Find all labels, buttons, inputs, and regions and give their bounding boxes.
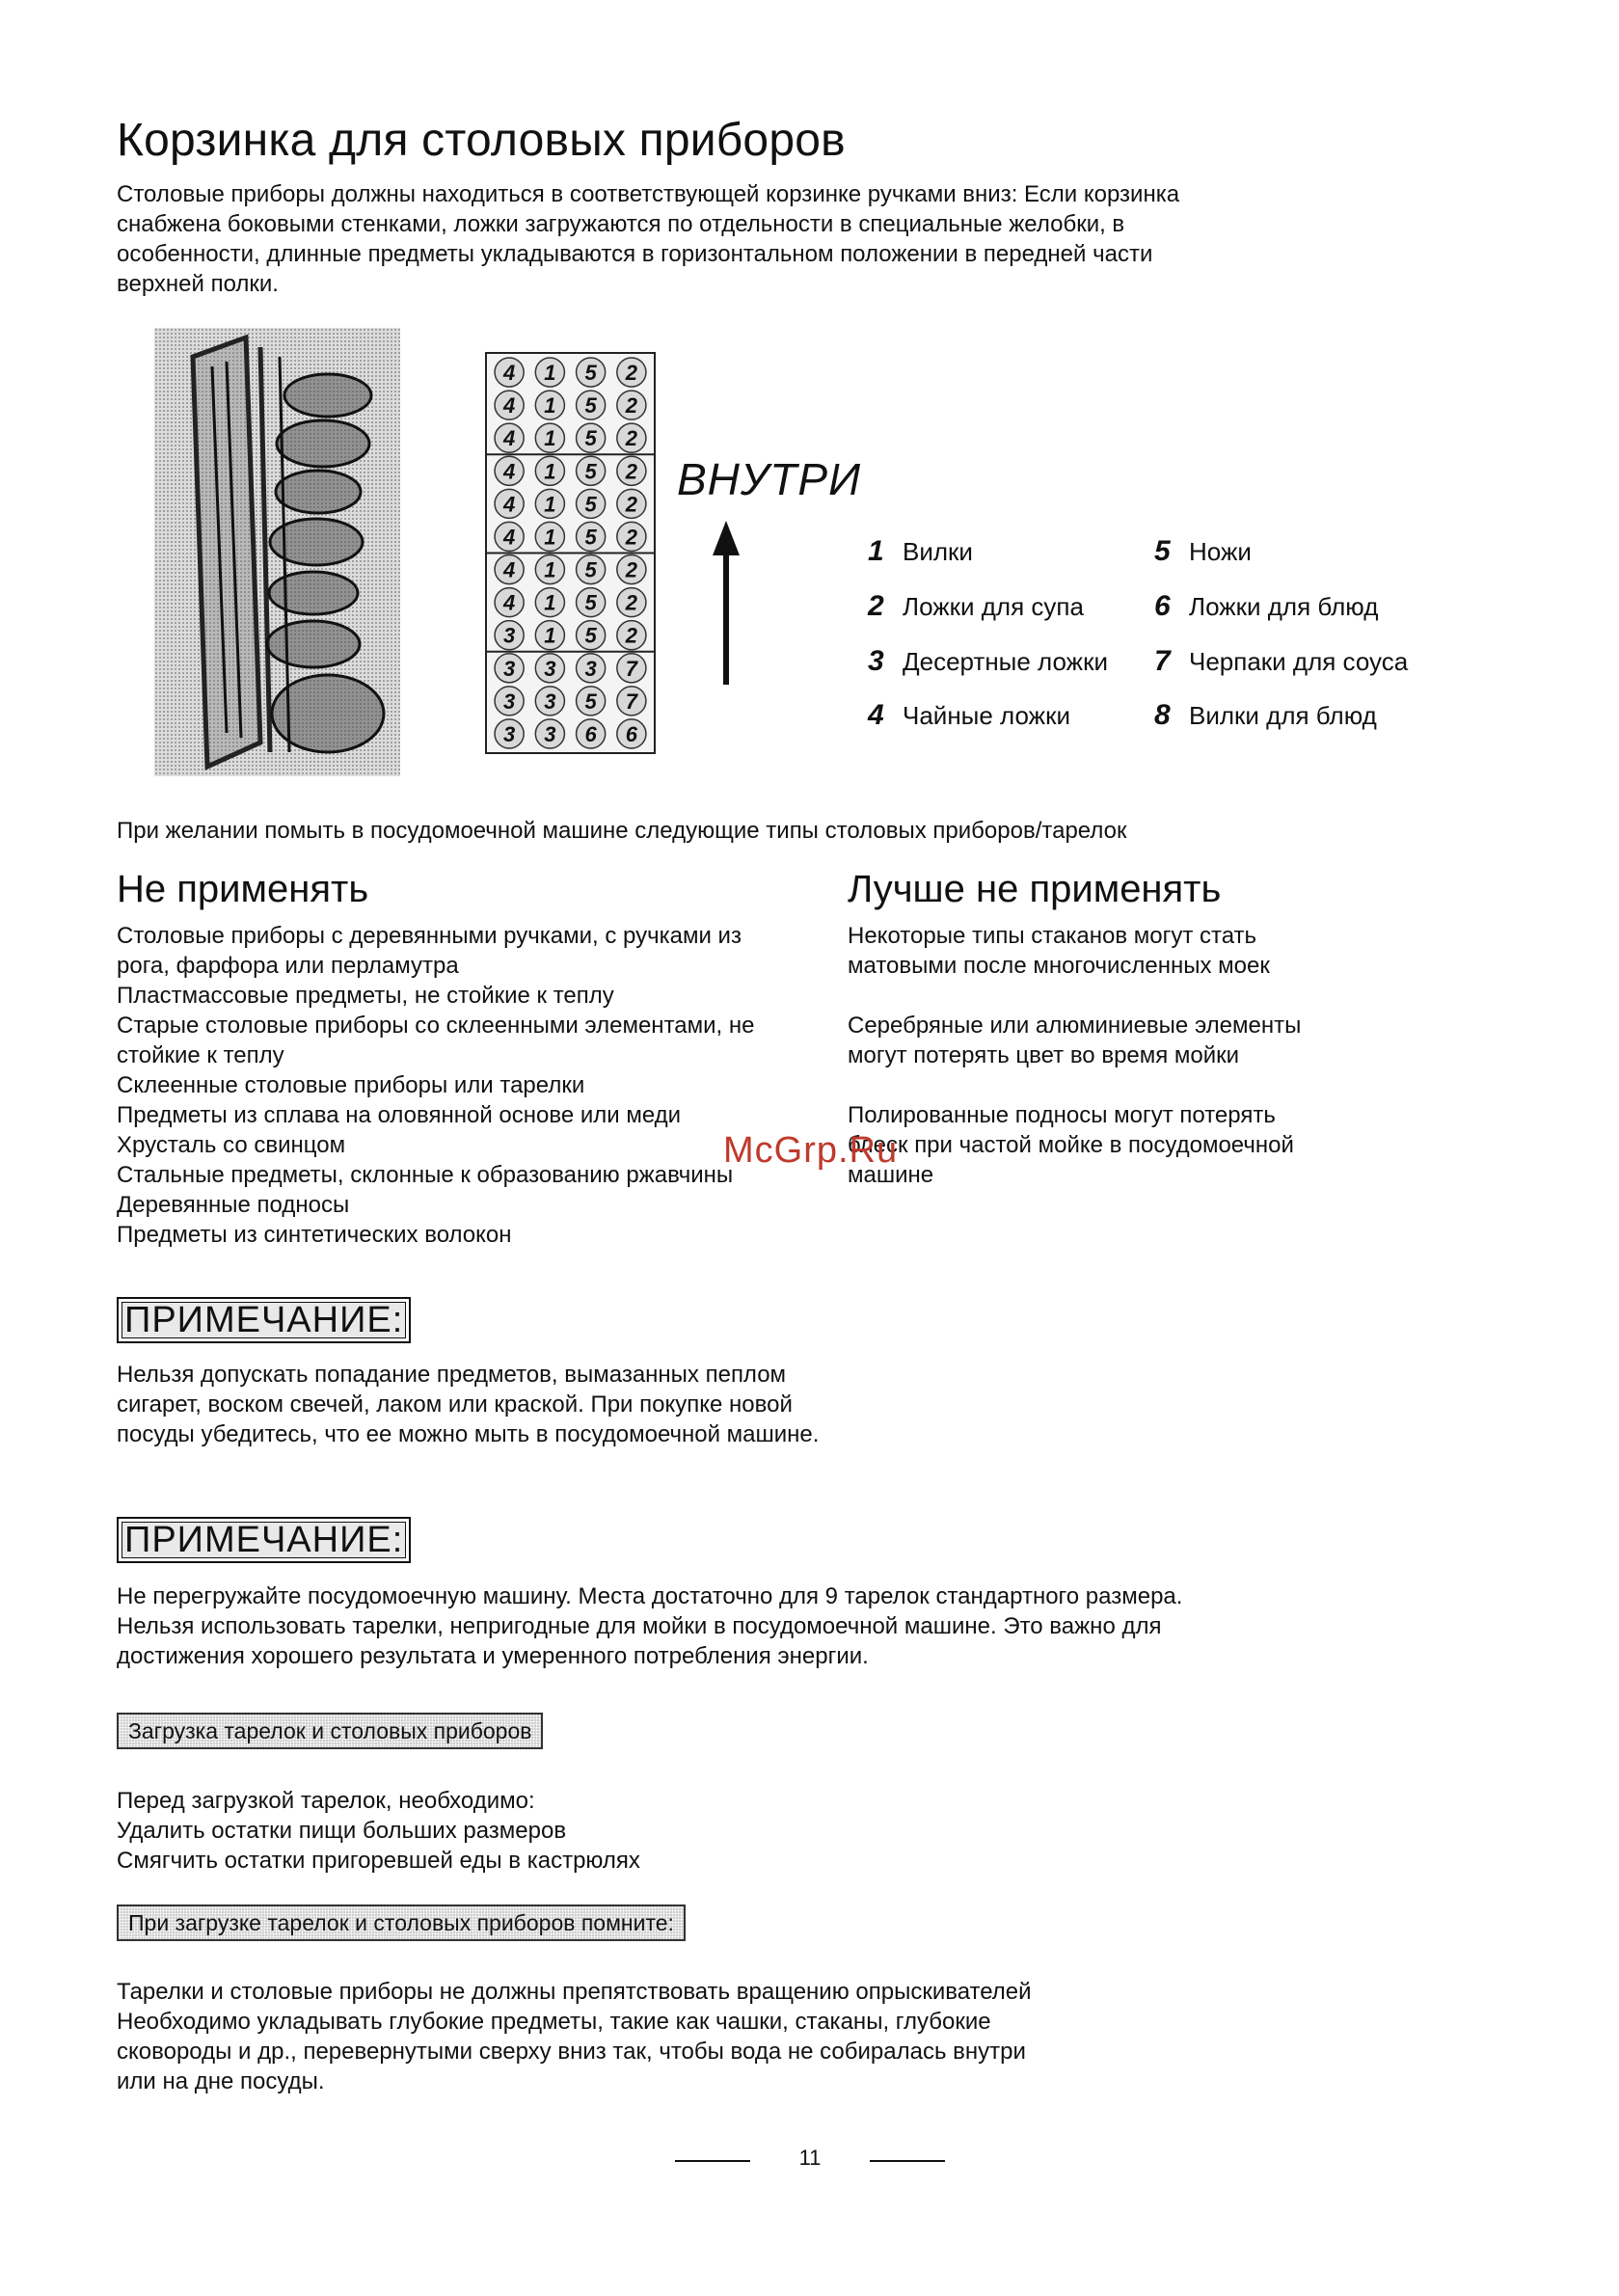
basket-slot-number: 5 bbox=[584, 393, 597, 419]
basket-slot-number: 7 bbox=[625, 689, 637, 714]
better-not-item: Серебряные или алюминиевые элементы могут потерять цвет во время мойки bbox=[848, 1013, 1302, 1068]
arrow-up-icon bbox=[707, 521, 745, 685]
basket-slot-number: 4 bbox=[503, 590, 516, 615]
basket-slot-number: 5 bbox=[584, 492, 597, 517]
legend-item: 4 Чайные ложки bbox=[868, 699, 1070, 731]
legend-item: 8 Вилки для блюд bbox=[1154, 699, 1377, 731]
legend-item: 3 Десертные ложки bbox=[868, 645, 1108, 677]
intro-text: Столовые приборы должны находиться в соответствующей корзинке ручками вниз: Если корзинка снабжена боковыми стенками, ложки загружаются по отдельности в специальные желобки, в особенности, длинные предметы укладываются в горизонтальном положении в передней части верхней полки. bbox=[117, 181, 1180, 297]
basket-slot-number: 2 bbox=[625, 361, 637, 386]
inside-label: ВНУТРИ bbox=[677, 454, 861, 504]
basket-slot-number: 3 bbox=[544, 721, 556, 746]
basket-slot-number: 6 bbox=[625, 721, 637, 746]
remember-heading: При загрузке тарелок и столовых приборов помните: bbox=[117, 1904, 686, 1941]
basket-slot-number: 5 bbox=[584, 459, 597, 484]
no-use-heading: Не применять bbox=[117, 868, 369, 910]
basket-slot-number: 1 bbox=[544, 393, 556, 419]
basket-slot-number: 5 bbox=[584, 557, 597, 582]
basket-slot-number: 4 bbox=[503, 557, 516, 582]
basket-slot-number: 5 bbox=[584, 426, 597, 451]
note-label: ПРИМЕЧАНИЕ: bbox=[117, 1297, 411, 1343]
better-not-item: Некоторые типы стаканов могут стать матовыми после многочисленных моек bbox=[848, 923, 1270, 979]
cutlery-basket-photo-drawing bbox=[154, 328, 400, 776]
basket-slot-number: 6 bbox=[584, 721, 597, 746]
basket-slot-number: 3 bbox=[503, 689, 516, 714]
basket-slot-number: 4 bbox=[503, 525, 516, 550]
pre-sections-text: При желании помыть в посудомоечной машине следующие типы столовых приборов/тарелок bbox=[117, 818, 1127, 844]
basket-slot-number: 1 bbox=[544, 590, 556, 615]
basket-slot-number: 1 bbox=[544, 525, 556, 550]
basket-slot-number: 3 bbox=[503, 623, 516, 648]
better-not-heading: Лучше не применять bbox=[848, 868, 1222, 910]
basket-slot-number: 1 bbox=[544, 623, 556, 648]
cutlery-legend bbox=[868, 535, 1446, 757]
basket-slot-number: 5 bbox=[584, 525, 597, 550]
basket-slot-number: 4 bbox=[503, 459, 516, 484]
basket-slot-number: 2 bbox=[625, 459, 637, 484]
page-title: Корзинка для столовых приборов bbox=[117, 115, 846, 166]
basket-slot-number: 2 bbox=[625, 393, 637, 419]
better-not-list bbox=[848, 921, 1349, 1220]
loading-text: Перед загрузкой тарелок, необходимо: Удалить остатки пищи больших размеров Смягчить остатки пригоревшей еды в кастрюлях bbox=[117, 1788, 640, 1874]
basket-slot-number: 1 bbox=[544, 459, 556, 484]
basket-slot-number: 5 bbox=[584, 689, 597, 714]
basket-slot-number: 4 bbox=[503, 426, 516, 451]
basket-slot-number: 1 bbox=[544, 361, 556, 386]
no-use-list: Столовые приборы с деревянными ручками, с ручками из рога, фарфора или перламутра Пластмассовые предметы, не стойкие к теплу Старые столовые приборы со склеенными элементами, не стойкие к теплу Склеенные столовые приборы или тарелки Предметы из сплава на оловянной основе или меди Хрусталь со свинцом Стальные предметы, склонные к образованию ржавчины Деревянные подносы Предметы из синтетических волокон bbox=[117, 923, 755, 1248]
basket-slot-number: 4 bbox=[503, 361, 516, 386]
basket-slot-number: 5 bbox=[584, 361, 597, 386]
basket-slot-number: 3 bbox=[544, 656, 556, 681]
note-text: Не перегружайте посудомоечную машину. Места достаточно для 9 тарелок стандартного размера. Нельзя использовать тарелки, непригодные для мойки в посудомоечной машине. Это важно для достижения хорошего результата и умеренного потребления энергии. bbox=[117, 1583, 1183, 1669]
basket-slot-number: 2 bbox=[625, 557, 637, 582]
legend-item: 1 Вилки bbox=[868, 535, 973, 567]
legend-item: 5 Ножи bbox=[1154, 535, 1252, 567]
basket-slot-number: 5 bbox=[584, 590, 597, 615]
legend-item: 7 Черпаки для соуса bbox=[1154, 645, 1409, 677]
basket-slot-number: 2 bbox=[625, 623, 637, 648]
remember-text: Тарелки и столовые приборы не должны препятствовать вращению опрыскивателей Необходимо укладывать глубокие предметы, такие как чашки, стаканы, глубокие сковороды и др., перевернутыми сверху вниз так, чтобы вода не собиралась внутри или на дне посуды. bbox=[117, 1979, 1032, 2094]
basket-slot-number: 5 bbox=[584, 623, 597, 648]
basket-slot-number: 1 bbox=[544, 426, 556, 451]
note-text: Нельзя допускать попадание предметов, вымазанных пеплом сигарет, воском свечей, лаком или краской. При покупке новой посуды убедитесь, что ее можно мыть в посудомоечной машине. bbox=[117, 1362, 820, 1447]
basket-slot-number: 2 bbox=[625, 426, 637, 451]
loading-heading: Загрузка тарелок и столовых приборов bbox=[117, 1713, 543, 1749]
basket-slot-number: 4 bbox=[503, 393, 516, 419]
better-not-item: Полированные подносы могут потерять блеск при частой мойке в посудомоечной машине bbox=[848, 1102, 1294, 1188]
basket-slot-number: 3 bbox=[584, 656, 597, 681]
basket-slot-number: 2 bbox=[625, 525, 637, 550]
basket-slot-number: 1 bbox=[544, 557, 556, 582]
basket-slot-number: 3 bbox=[503, 721, 516, 746]
basket-slot-number: 7 bbox=[625, 656, 637, 681]
basket-layout-diagram bbox=[485, 352, 656, 754]
basket-slot-number: 1 bbox=[544, 492, 556, 517]
basket-slot-number: 3 bbox=[544, 689, 556, 714]
watermark: McGrp.Ru bbox=[723, 1130, 899, 1171]
note-label: ПРИМЕЧАНИЕ: bbox=[117, 1517, 411, 1563]
basket-slot-number: 3 bbox=[503, 656, 516, 681]
legend-item: 6 Ложки для блюд bbox=[1154, 590, 1379, 622]
basket-grid bbox=[485, 352, 656, 754]
basket-slot-number: 2 bbox=[625, 492, 637, 517]
basket-slot-number: 2 bbox=[625, 590, 637, 615]
legend-item: 2 Ложки для супа bbox=[868, 590, 1084, 622]
cutlery-basket-photo bbox=[154, 328, 400, 776]
page-number: 11 bbox=[675, 2146, 945, 2174]
basket-slot-number: 4 bbox=[503, 492, 516, 517]
